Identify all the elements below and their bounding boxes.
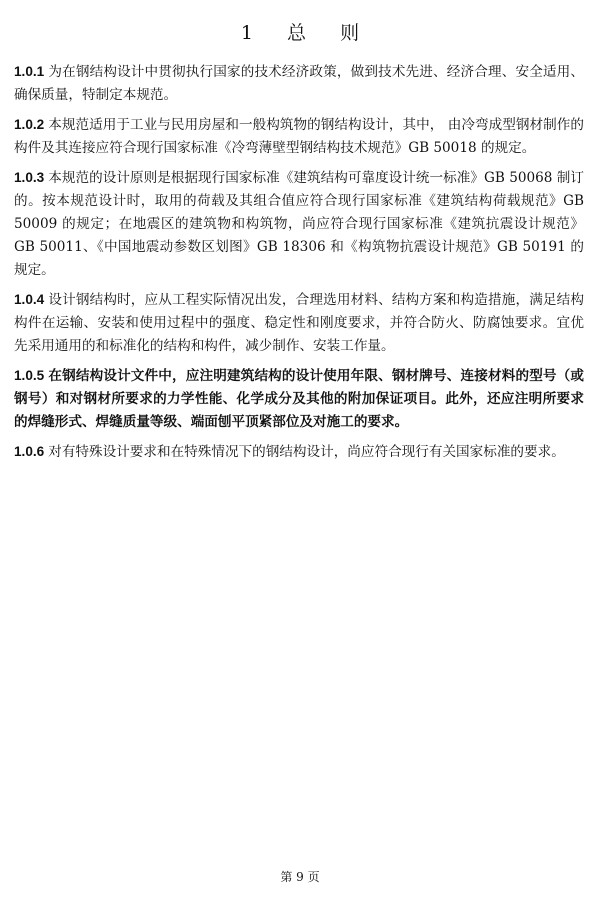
clause-number: 1.0.1 — [14, 64, 45, 79]
clause-1-0-4 — [14, 288, 584, 358]
clause-text: 在钢结构设计文件中，应注明建筑结构的设计使用年限、钢材牌号、连接材料的型号（或钢号）和对钢材所要求的力学性能、化学成分及其他的附加保证项目。此外，还应注明所要求的焊缝形式、焊缝质量等级、端面刨平顶紧部位及对施工的要求。 — [14, 368, 584, 430]
clause-1-0-6 — [14, 440, 584, 464]
clause-number: 1.0.4 — [14, 292, 45, 307]
clause-number: 1.0.3 — [14, 170, 45, 185]
clause-1-0-3 — [14, 166, 584, 282]
clause-text: 本规范适用于工业与民用房屋和一般构筑物的钢结构设计，其中， 由冷弯成型钢材制作的构件及其连接应符合现行国家标准《冷弯薄壁型钢结构技术规范》GB 50018 的规定。 — [14, 117, 584, 156]
clause-number: 1.0.5 — [14, 368, 45, 383]
clause-1-0-1 — [14, 60, 584, 107]
chapter-title: 1 总 则 — [240, 22, 374, 44]
clause-text: 本规范的设计原则是根据现行国家标准《建筑结构可靠度设计统一标准》GB 50068 制订的。按本规范设计时，取用的荷载及其组合值应符合现行国家标准《建筑结构荷载规范》GB 50009 的规定；在地震区的建筑物和构筑物，尚应符合现行国家标准《建筑抗震设计规范》GB 50011、《中国地震动参数区划图》GB 18306 和《构筑物抗震设计规范》GB 50191 的规定。 — [14, 170, 584, 278]
page-number: 第 9 页 — [280, 870, 320, 884]
clause-text: 为在钢结构设计中贯彻执行国家的技术经济政策，做到技术先进、经济合理、安全适用、确保质量，特制定本规范。 — [14, 64, 584, 103]
clause-number: 1.0.2 — [14, 117, 45, 132]
clause-1-0-2 — [14, 113, 584, 160]
clause-text: 对有特殊设计要求和在特殊情况下的钢结构设计，尚应符合现行有关国家标准的要求。 — [48, 444, 565, 460]
clause-list — [14, 60, 584, 470]
clause-1-0-5 — [14, 364, 584, 434]
clause-text: 设计钢结构时，应从工程实际情况出发，合理选用材料、结构方案和构造措施，满足结构构件在运输、安装和使用过程中的强度、稳定性和刚度要求，并符合防火、防腐蚀要求。宜优先采用通用的和标准化的结构和构件，减少制作、安装工作量。 — [14, 292, 584, 354]
clause-number: 1.0.6 — [14, 444, 45, 459]
